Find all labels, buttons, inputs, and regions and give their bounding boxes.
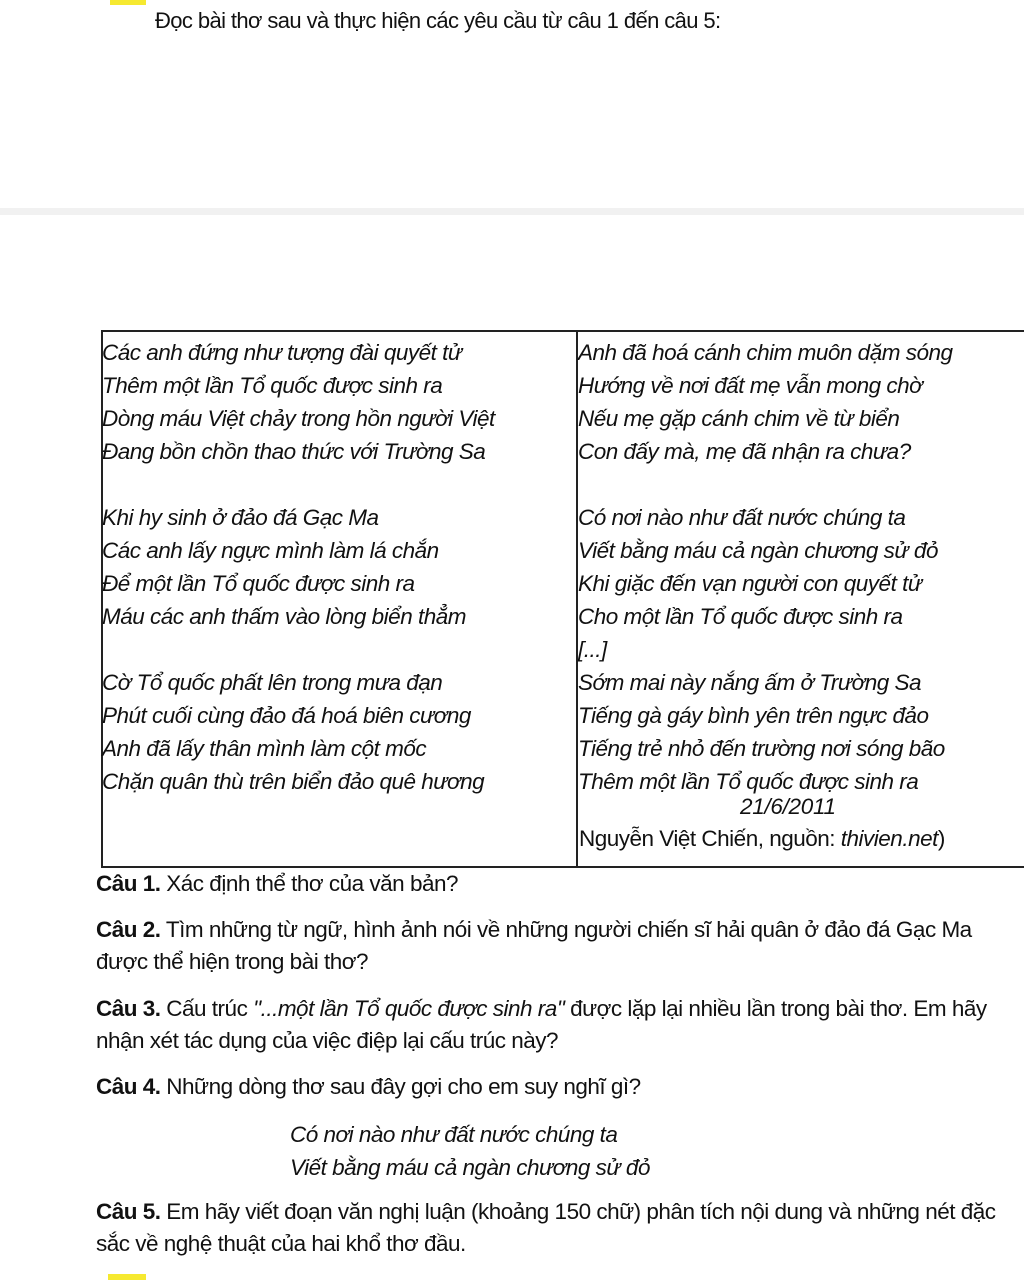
question-text: Những dòng thơ sau đây gợi cho em suy nghĩ gì? xyxy=(160,1074,641,1099)
question-text: Em hãy viết đoạn văn nghị luận (khoảng 150 chữ) phân tích nội dung và những nét đặc sắc về nghệ thuật của hai khổ thơ đầu. xyxy=(96,1199,996,1256)
highlight-mark-bottom xyxy=(108,1274,146,1280)
poem-line: Thêm một lần Tổ quốc được sinh ra xyxy=(102,373,443,398)
poem-line: Anh đã lấy thân mình làm cột mốc xyxy=(102,736,427,761)
page-separator xyxy=(0,208,1024,215)
poem-right-column xyxy=(578,336,953,798)
poem-line: Phút cuối cùng đảo đá hoá biên cương xyxy=(102,703,471,728)
poem-line: Nếu mẹ gặp cánh chim về từ biển xyxy=(578,406,900,431)
poem-line: Để một lần Tổ quốc được sinh ra xyxy=(102,571,415,596)
source-author: Nguyễn Việt Chiến, nguồn: xyxy=(579,826,841,851)
poem-line: Cho một lần Tổ quốc được sinh ra xyxy=(578,604,903,629)
question-number: Câu 5. xyxy=(96,1199,161,1224)
poem-line: Đang bồn chồn thao thức với Trường Sa xyxy=(102,439,486,464)
question-2 xyxy=(96,914,996,978)
question-1 xyxy=(96,868,996,900)
question-quote: "...một lần Tổ quốc được sinh ra" xyxy=(253,996,565,1021)
highlight-mark-top xyxy=(110,0,146,5)
poem-line: Các anh đứng như tượng đài quyết tử xyxy=(102,340,462,365)
question-5 xyxy=(96,1196,996,1260)
question-number: Câu 4. xyxy=(96,1074,161,1099)
poem-line: Có nơi nào như đất nước chúng ta xyxy=(578,505,906,530)
source-link: thivien.net xyxy=(840,826,938,851)
question-number: Câu 3. xyxy=(96,996,161,1021)
poem-ellipsis: [...] xyxy=(578,637,607,662)
question-text: Xác định thể thơ của văn bản? xyxy=(160,871,459,896)
poem-date: 21/6/2011 xyxy=(740,794,836,819)
source-close: ) xyxy=(937,826,945,851)
poem-line: Viết bằng máu cả ngàn chương sử đỏ xyxy=(578,538,938,563)
poem-line: Con đấy mà, mẹ đã nhận ra chưa? xyxy=(578,439,911,464)
poem-line: Thêm một lần Tổ quốc được sinh ra xyxy=(578,769,919,794)
excerpt-line: Có nơi nào như đất nước chúng ta xyxy=(290,1122,618,1147)
poem-line: Dòng máu Việt chảy trong hồn người Việt xyxy=(102,406,495,431)
poem-line: Tiếng trẻ nhỏ đến trường nơi sóng bão xyxy=(578,736,945,761)
poem-line: Anh đã hoá cánh chim muôn dặm sóng xyxy=(578,340,953,365)
poem-line: Cờ Tổ quốc phất lên trong mưa đạn xyxy=(102,670,443,695)
question-4-excerpt xyxy=(290,1118,650,1184)
poem-source xyxy=(579,826,945,852)
poem-line: Máu các anh thấm vào lòng biển thẳm xyxy=(102,604,466,629)
question-text: được lặp lại nhiều lần trong bài thơ. Em hãy nhận xét tác dụng của việc điệp lại cấu trúc này? xyxy=(96,996,987,1053)
poem-line: Tiếng gà gáy bình yên trên ngực đảo xyxy=(578,703,929,728)
question-number: Câu 1. xyxy=(96,871,161,896)
question-number: Câu 2. xyxy=(96,917,161,942)
poem-line: Khi giặc đến vạn người con quyết tử xyxy=(578,571,922,596)
instruction-heading: Đọc bài thơ sau và thực hiện các yêu cầu từ câu 1 đến câu 5: xyxy=(155,8,721,33)
poem-left-column xyxy=(102,336,495,798)
poem-line: Chặn quân thù trên biển đảo quê hương xyxy=(102,769,485,794)
poem-line: Hướng về nơi đất mẹ vẫn mong chờ xyxy=(578,373,923,398)
question-4 xyxy=(96,1071,996,1103)
question-3 xyxy=(96,993,996,1057)
question-text: Tìm những từ ngữ, hình ảnh nói về những người chiến sĩ hải quân ở đảo đá Gạc Ma được thể hiện trong bài thơ? xyxy=(96,917,972,974)
poem-line: Sớm mai này nắng ấm ở Trường Sa xyxy=(578,670,922,695)
poem-line: Khi hy sinh ở đảo đá Gạc Ma xyxy=(102,505,379,530)
question-text: Cấu trúc xyxy=(160,996,254,1021)
excerpt-line: Viết bằng máu cả ngàn chương sử đỏ xyxy=(290,1155,650,1180)
poem-line: Các anh lấy ngực mình làm lá chắn xyxy=(102,538,439,563)
